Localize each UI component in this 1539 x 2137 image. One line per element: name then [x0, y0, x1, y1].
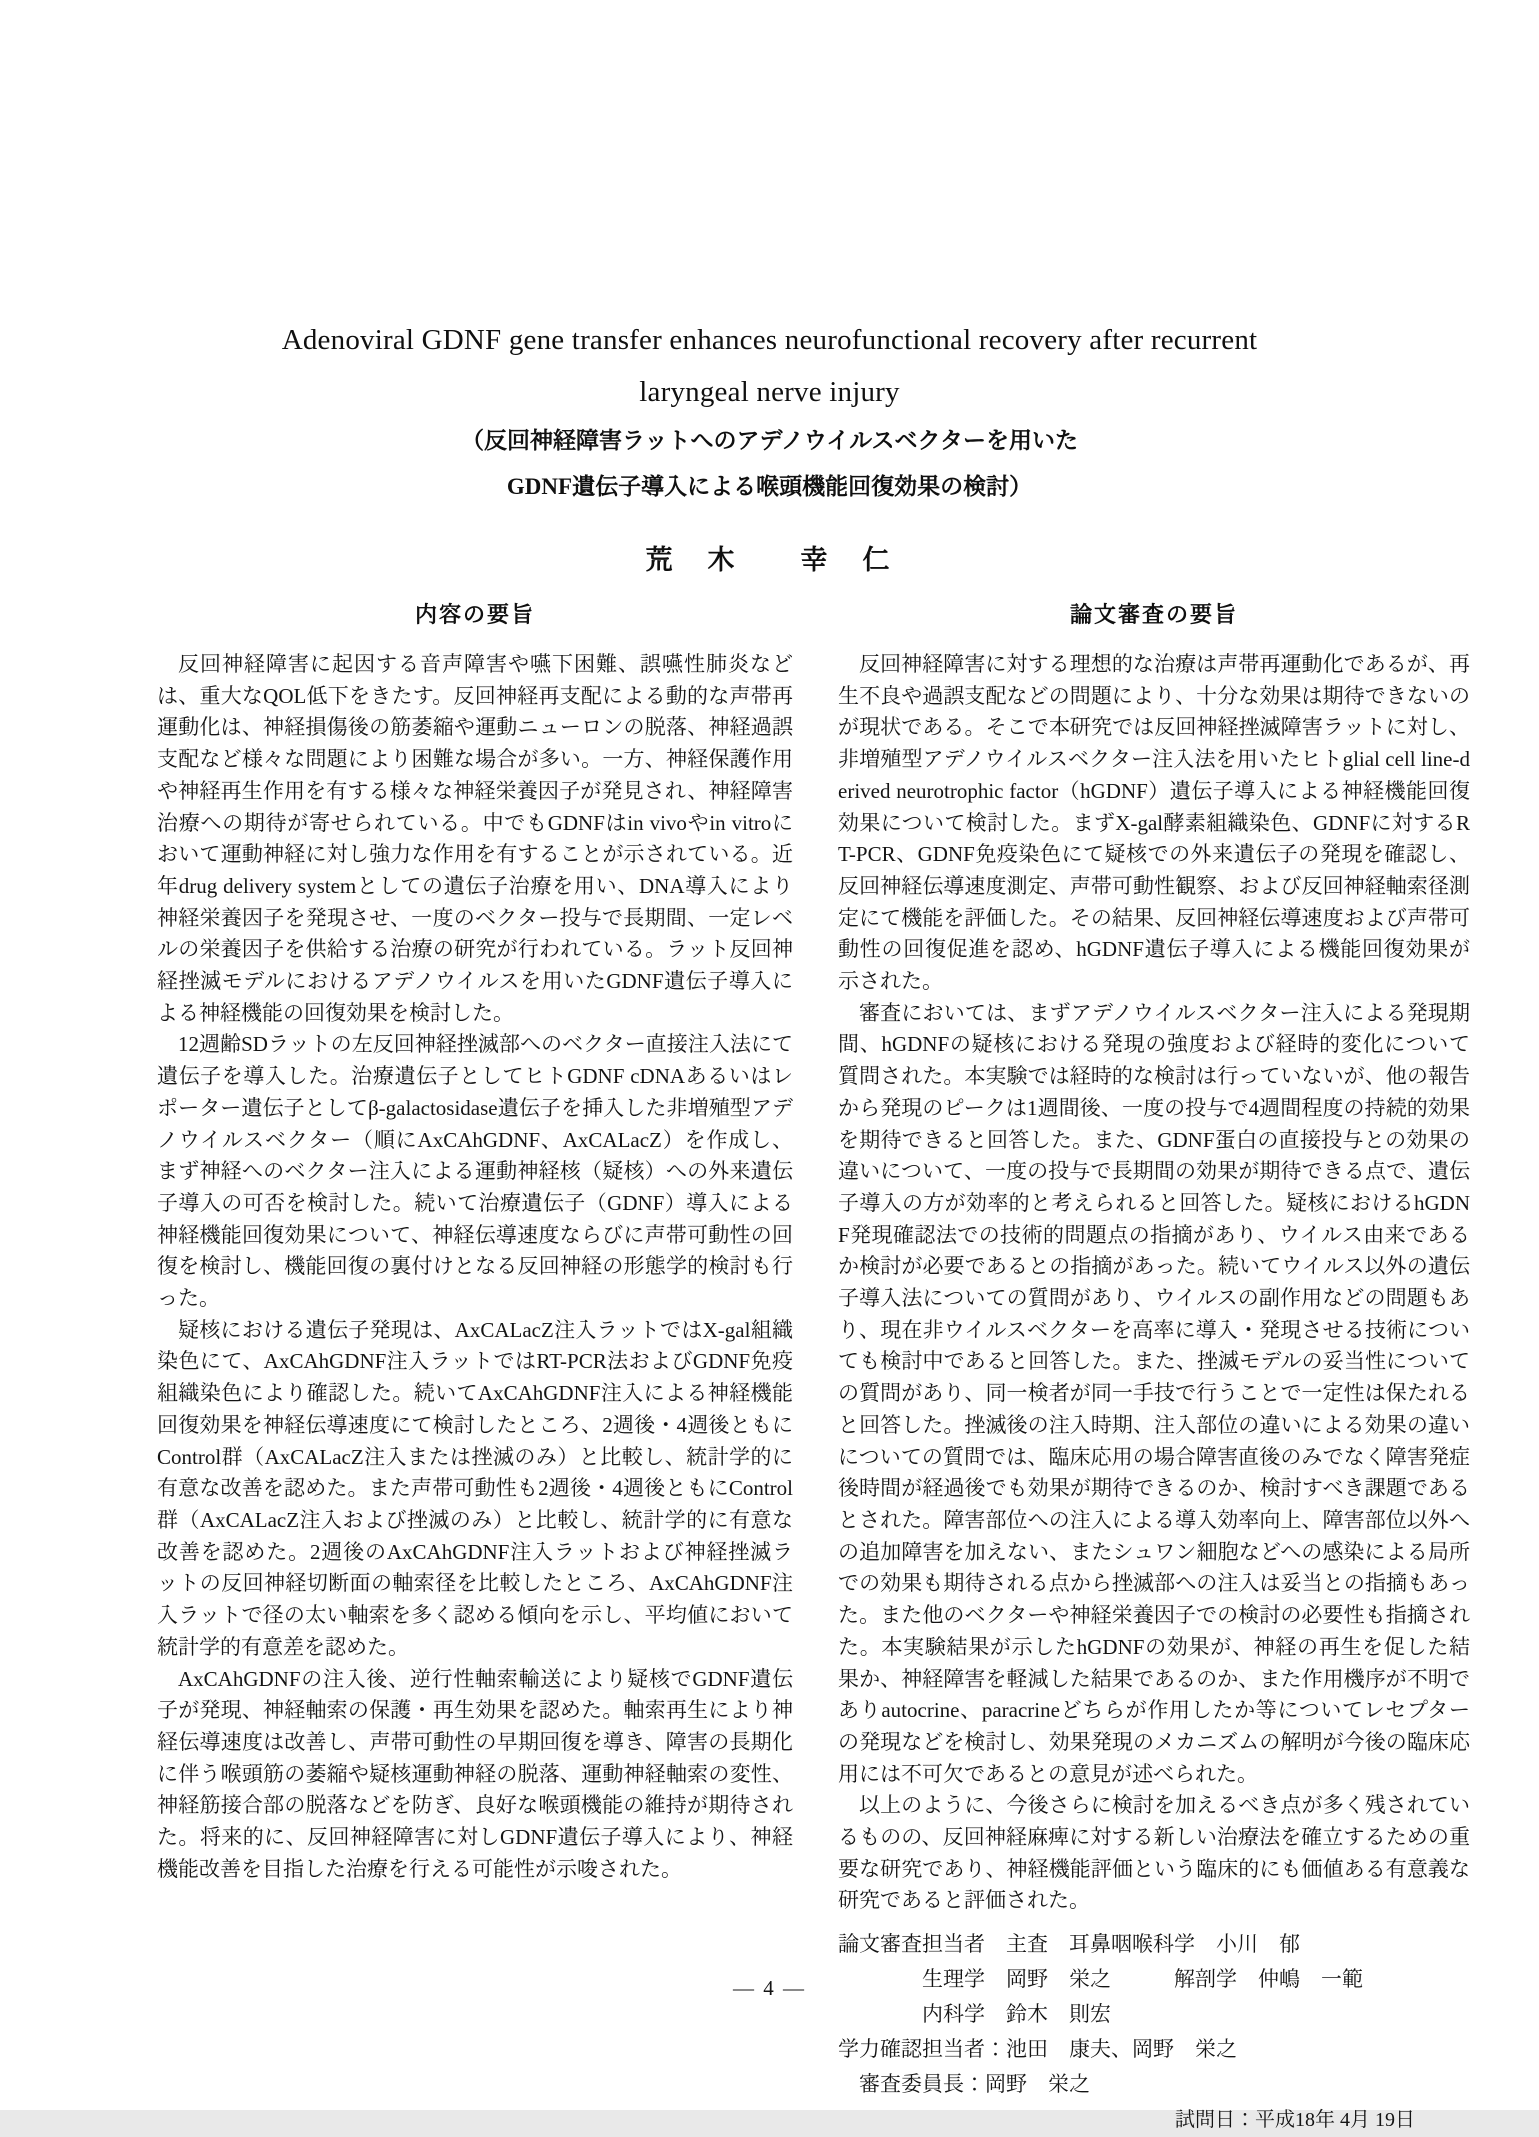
content-summary-heading: 内容の要旨: [414, 602, 535, 627]
committee-line-internal-medicine: 内科学 鈴木 則宏: [838, 2002, 1111, 2027]
review-summary-paragraph-1: 反回神経障害に対する理想的な治療は声帯再運動化であるが、再生不良や過誤支配などの問題により、十分な効果は期待できないのが現状である。そこで本研究では反回神経挫滅障害ラットに対し、非増殖型アデノウイルスベクター注入法を用いたヒトglial cell line-derived neurotrophic factor（hGDNF）遺伝子導入による神経機能回復効果について検討した。まずX-gal酵素組織染色、GDNFに対するRT-PCR、GDNF免疫染色にて疑核での外来遺伝子の発現を確認し、反回神経伝導速度測定、声帯可動性観察、および反回神経軸索径測定にて機能を評価した。その結果、反回神経伝導速度および声帯可動性の回復促進を認め、hGDNF遺伝子導入による機能回復効果が示された。: [838, 652, 1470, 994]
committee-line-competency-examiners: 学力確認担当者：池田 康夫、岡野 栄之: [838, 2037, 1237, 2062]
title-english-line2: laryngeal nerve injury: [639, 376, 900, 408]
content-summary-paragraph-4: AxCAhGDNFの注入後、逆行性軸索輸送により疑核でGDNF遺伝子が発現、神経軸索の保護・再生効果を認めた。軸索再生により神経伝導速度は改善し、声帯可動性の早期回復を導き、障害の長期化に伴う喉頭筋の萎縮や疑核運動神経の脱落、運動神経軸索の変性、神経筋接合部の脱落などを防ぎ、良好な喉頭機能の維持が期待された。将来的に、反回神経障害に対しGDNF遺伝子導入により、神経機能改善を目指した治療を行える可能性が示唆された。: [157, 1666, 793, 1881]
title-block: [0, 314, 1539, 510]
page-number: — 4 —: [733, 1976, 806, 2000]
title-english-line1: Adenoviral GDNF gene transfer enhances neurofunctional recovery after recurrent: [281, 324, 1258, 356]
author-name: 荒 木 幸 仁: [645, 545, 894, 575]
review-summary-paragraph-3: 以上のように、今後さらに検討を加えるべき点が多く残されているものの、反回神経麻痺に対する新しい治療法を確立するための重要な研究であり、神経機能評価という臨床的にも価値ある有意義な研究であると評価された。: [838, 1793, 1470, 1913]
review-summary-heading: 論文審査の要旨: [1069, 602, 1238, 627]
title-japanese-line1: （反回神経障害ラットへのアデノウイルスベクターを用いた: [460, 428, 1079, 453]
content-summary-paragraph-1: 反回神経障害に起因する音声障害や嚥下困難、誤嚥性肺炎などは、重大なQOL低下をきたす。反回神経再支配による動的な声帯再運動化は、神経損傷後の筋萎縮や運動ニューロンの脱落、神経過誤支配など様々な問題により困難な場合が多い。一方、神経保護作用や神経再生作用を有する様々な神経栄養因子が発見され、神経障害治療への期待が寄せられている。中でもGDNFはin vivoやin vitroにおいて運動神経に対し強力な作用を有することが示されている。近年drug delivery systemとしての遺伝子治療を用い、DNA導入により神経栄養因子を発現させ、一度のベクター投与で長期間、一定レベルの栄養因子を供給する治療の研究が行われている。ラット反回神経挫滅モデルにおけるアデノウイルスを用いたGDNF遺伝子導入による神経機能の回復効果を検討した。: [157, 652, 793, 1025]
committee-line-physiology-anatomy: 生理学 岡野 栄之 解剖学 仲嶋 一範: [838, 1967, 1363, 1992]
review-summary-paragraph-2: 審査においては、まずアデノウイルスベクター注入による発現期間、hGDNFの疑核における発現の強度および経時的変化について質問された。本実験では経時的な検討は行っていないが、他の報告から発現のピークは1週間後、一度の投与で4週間程度の持続的効果を期待できると回答した。また、GDNF蛋白の直接投与との効果の違いについて、一度の投与で長期間の効果が期待できる点で、遺伝子導入の方が効率的と考えられると回答した。疑核におけるhGDNF発現確認法での技術的問題点の指摘があり、ウイルス由来であるか検討が必要であるとの指摘があった。続いてウイルス以外の遺伝子導入法についての質問があり、ウイルスの副作用などの問題もあり、現在非ウイルスベクターを高率に導入・発現させる技術についても検討中であると回答した。また、挫滅モデルの妥当性についての質問があり、同一検者が同一手技で行うことで一定性は保たれると回答した。挫滅後の注入時期、注入部位の違いによる効果の違いについての質問では、臨床応用の場合障害直後のみでなく障害発症後時間が経過後でも効果が期待できるのか、検討すべき課題であるとされた。障害部位への注入による導入効率向上、障害部位以外への追加障害を加えない、またシュワン細胞などへの感染による局所での効果も期待される点から挫滅部への注入は妥当との指摘もあった。また他のベクターや神経栄養因子での検討の必要性も指摘された。本実験結果が示したhGDNFの効果が、神経の再生を促した結果か、神経障害を軽減した結果であるのか、また作用機序が不明でありautocrine、paracrineどちらが作用したか等についてレセプターの発現などを検討し、効果発現のメカニズムの解明が今後の臨床応用には不可欠であるとの意見が述べられた。: [838, 1000, 1470, 1786]
review-summary-column: [838, 598, 1470, 2137]
title-japanese-line2: GDNF遺伝子導入による喉頭機能回復効果の検討）: [506, 474, 1033, 499]
committee-line-committee-chair: 審査委員長：岡野 栄之: [838, 2072, 1090, 2097]
examination-committee-block: [838, 1927, 1470, 2102]
content-summary-paragraph-3: 疑核における遺伝子発現は、AxCALacZ注入ラットではX-gal組織染色にて、AxCAhGDNF注入ラットではRT-PCR法およびGDNF免疫組織染色により確認した。続いてAxCAhGDNF注入による神経機能回復効果を神経伝導速度にて検討したところ、2週後・4週後ともにControl群（AxCALacZ注入または挫滅のみ）と比較し、統計学的に有意な改善を認めた。また声帯可動性も2週後・4週後ともにControl群（AxCALacZ注入および挫滅のみ）と比較し、統計学的に有意な改善を認めた。2週後のAxCAhGDNF注入ラットおよび神経挫滅ラットの反回神経切断面の軸索径を比較したところ、AxCAhGDNF注入ラットで径の太い軸索を多く認める傾向を示し、平均値において統計学的有意差を認めた。: [157, 1317, 793, 1659]
exam-date: 試問日：平成18年 4月 19日: [1175, 2109, 1415, 2132]
committee-line-chief-examiner: 論文審査担当者 主査 耳鼻咽喉科学 小川 郁: [838, 1932, 1300, 1957]
content-summary-column: [157, 598, 793, 1885]
content-summary-paragraph-2: 12週齢SDラットの左反回神経挫滅部へのベクター直接注入法にて遺伝子を導入した。治療遺伝子としてヒトGDNF cDNAあるいはレポーター遺伝子としてβ-galactosidase遺伝子を挿入した非増殖型アデノウイルスベクター（順にAxCAhGDNF、AxCALacZ）を作成し、まず神経へのベクター注入による運動神経核（疑核）への外来遺伝子導入の可否を検討した。続いて治療遺伝子（GDNF）導入による神経機能回復効果について、神経伝導速度ならびに声帯可動性の回復を検討し、機能回復の裏付けとなる反回神経の形態学的検討も行った。: [157, 1032, 793, 1311]
